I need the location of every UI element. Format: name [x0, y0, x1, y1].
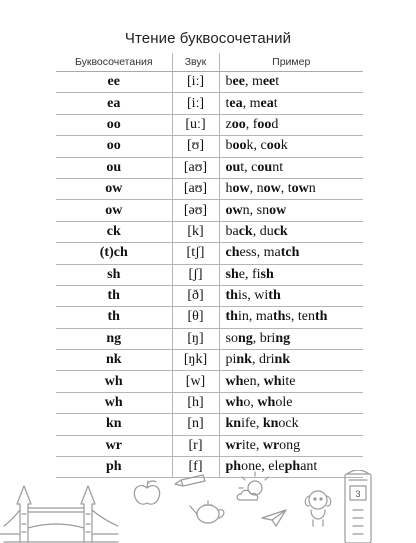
phonetic-sound: [ð] — [172, 285, 219, 306]
example-highlight: ow — [232, 181, 250, 197]
example-highlight: ch — [225, 245, 240, 261]
letter-combination: (t)ch — [56, 243, 172, 264]
example-text: e, fi — [238, 266, 261, 282]
phonetic-sound: [ŋ] — [172, 328, 219, 349]
table-row — [56, 285, 363, 306]
example-text: , m — [242, 95, 261, 111]
example-words — [219, 221, 363, 242]
letter-combination: ea — [56, 93, 172, 114]
example-words — [219, 350, 363, 371]
example-highlight: ph — [225, 459, 242, 475]
example-highlight: ee — [262, 74, 276, 90]
example-text: b — [225, 138, 233, 154]
table-row — [56, 136, 363, 157]
paper-plane-icon — [262, 510, 286, 526]
letter-combination: kn — [56, 414, 172, 435]
table-row — [56, 414, 363, 435]
example-highlight: wr — [262, 437, 280, 453]
example-highlight: ow — [263, 181, 281, 197]
example-text: z — [225, 116, 232, 132]
example-text: en, — [243, 373, 264, 389]
table-row — [56, 93, 363, 114]
letter-combination: ng — [56, 328, 172, 349]
example-words — [219, 93, 363, 114]
table-row — [56, 328, 363, 349]
example-highlight: wh — [225, 373, 244, 389]
phonetic-sound: [f] — [172, 457, 219, 478]
example-words — [219, 264, 363, 285]
example-text: ole — [275, 395, 293, 411]
example-text: t, c — [240, 159, 258, 175]
letter-combination: ow — [56, 200, 172, 221]
letter-combination: ph — [56, 457, 172, 478]
table-row — [56, 200, 363, 221]
example-highlight: sh — [225, 266, 239, 282]
letter-combination: wr — [56, 435, 172, 456]
example-highlight: ck — [238, 223, 253, 239]
example-highlight: oo — [257, 116, 272, 132]
phonetic-sound: [aʊ] — [172, 178, 219, 199]
example-highlight: ow — [291, 181, 309, 197]
example-highlight: ea — [260, 95, 274, 111]
letter-combination: oo — [56, 114, 172, 135]
example-words — [219, 72, 363, 93]
phonetic-sound: [θ] — [172, 307, 219, 328]
example-words — [219, 328, 363, 349]
example-highlight: sh — [260, 266, 274, 282]
example-highlight: ou — [225, 159, 241, 175]
example-words — [219, 414, 363, 435]
apple-icon — [134, 481, 159, 504]
example-highlight: wh — [263, 373, 282, 389]
decorative-illustrations — [0, 470, 416, 543]
letter-combination: sh — [56, 264, 172, 285]
example-words — [219, 200, 363, 221]
table-row — [56, 221, 363, 242]
example-highlight: ow — [225, 202, 243, 218]
example-words — [219, 178, 363, 199]
example-highlight: ck — [273, 223, 288, 239]
example-words — [219, 371, 363, 392]
example-text: t — [273, 95, 278, 111]
example-words — [219, 307, 363, 328]
phone-box-number: 3 — [355, 489, 361, 499]
example-text: so — [225, 330, 238, 346]
example-text: , bri — [252, 330, 276, 346]
example-highlight: th — [314, 309, 328, 325]
phonetic-sound: [w] — [172, 371, 219, 392]
example-highlight: oo — [266, 138, 281, 154]
table-row — [56, 435, 363, 456]
phonetic-sound: [iː] — [172, 93, 219, 114]
example-text: ba — [225, 223, 239, 239]
example-text: o, — [243, 395, 258, 411]
example-text: , m — [244, 74, 263, 90]
example-text: , f — [245, 116, 258, 132]
example-text: s, ten — [285, 309, 315, 325]
example-highlight: wh — [225, 395, 244, 411]
example-highlight: oo — [232, 138, 247, 154]
example-text: , n — [249, 181, 264, 197]
letter-combination: th — [56, 307, 172, 328]
example-words — [219, 114, 363, 135]
letter-combination: ee — [56, 72, 172, 93]
phonetic-sound: [r] — [172, 435, 219, 456]
table-row — [56, 371, 363, 392]
phonetic-sound: [əʊ] — [172, 200, 219, 221]
phonetic-sound: [aʊ] — [172, 157, 219, 178]
letter-combination: th — [56, 285, 172, 306]
letter-combination: ou — [56, 157, 172, 178]
table-header-row — [56, 53, 363, 72]
example-highlight: th — [225, 288, 238, 304]
letter-combination: wh — [56, 392, 172, 413]
example-highlight: tch — [280, 245, 300, 261]
letter-combination: nk — [56, 350, 172, 371]
example-words — [219, 435, 363, 456]
table-row — [56, 307, 363, 328]
letter-combination: ow — [56, 178, 172, 199]
example-text: ong — [279, 437, 301, 453]
example-highlight: wh — [257, 395, 276, 411]
example-highlight: kn — [262, 416, 279, 432]
example-text: d — [271, 116, 279, 132]
example-highlight: wr — [225, 437, 242, 453]
table-row — [56, 72, 363, 93]
letter-combination: oo — [56, 136, 172, 157]
example-highlight: ow — [269, 202, 287, 218]
example-text: ite, — [241, 437, 263, 453]
example-text: is, wi — [237, 288, 269, 304]
example-words — [219, 243, 363, 264]
tower-bridge-icon — [0, 486, 118, 542]
header-sound: Звук — [172, 53, 219, 72]
example-words — [219, 157, 363, 178]
table-row — [56, 392, 363, 413]
table-row — [56, 350, 363, 371]
example-text: , du — [252, 223, 274, 239]
example-highlight: th — [225, 309, 238, 325]
table-row — [56, 178, 363, 199]
letter-combination: wh — [56, 371, 172, 392]
page-title: Чтение буквосочетаний — [124, 30, 292, 47]
phonetic-sound: [k] — [172, 221, 219, 242]
sun-cloud-icon — [237, 472, 268, 500]
example-highlight: kn — [225, 416, 242, 432]
phonetic-sound: [uː] — [172, 114, 219, 135]
dog-icon — [305, 491, 331, 526]
example-text: , t — [280, 181, 292, 197]
example-highlight: th — [268, 288, 281, 304]
example-highlight: ph — [284, 459, 301, 475]
example-text: k, c — [246, 138, 267, 154]
example-text: ock — [278, 416, 299, 432]
example-highlight: ng — [275, 330, 291, 346]
phonetic-sound: [tʃ] — [172, 243, 219, 264]
example-text: ife, — [241, 416, 263, 432]
example-text: , dri — [251, 352, 275, 368]
phonetic-sound: [ŋk] — [172, 350, 219, 371]
table-row — [56, 114, 363, 135]
header-combinations: Буквосочетания — [56, 53, 172, 72]
example-highlight: nk — [236, 352, 252, 368]
example-text: n, sn — [242, 202, 270, 218]
table-row — [56, 264, 363, 285]
example-text: pi — [225, 352, 237, 368]
example-text: in, ma — [237, 309, 273, 325]
phonetic-sound: [n] — [172, 414, 219, 435]
example-highlight: ea — [229, 95, 243, 111]
example-text: n — [308, 181, 316, 197]
example-text: t — [275, 74, 280, 90]
example-highlight: ng — [237, 330, 253, 346]
example-text: t — [225, 95, 230, 111]
letter-combinations-table — [56, 53, 363, 478]
example-highlight: ou — [257, 159, 273, 175]
phonetic-sound: [iː] — [172, 72, 219, 93]
pencil-icon — [175, 475, 205, 486]
table-row — [56, 243, 363, 264]
example-highlight: nk — [274, 352, 291, 368]
phonetic-sound: [ʊ] — [172, 136, 219, 157]
example-highlight: th — [272, 309, 286, 325]
example-text: ite — [281, 373, 296, 389]
letter-combination: ck — [56, 221, 172, 242]
phonetic-sound: [h] — [172, 392, 219, 413]
example-text: ess, ma — [239, 245, 281, 261]
example-words — [219, 136, 363, 157]
example-text: h — [225, 181, 233, 197]
example-text: nt — [272, 159, 284, 175]
example-highlight: oo — [231, 116, 246, 132]
teapot-icon — [190, 501, 224, 523]
example-text: k — [280, 138, 288, 154]
header-example: Пример — [219, 53, 363, 72]
example-words — [219, 285, 363, 306]
example-highlight: ee — [232, 74, 245, 90]
phone-box-icon — [345, 470, 371, 543]
table-row — [56, 157, 363, 178]
example-text: ant — [300, 459, 318, 475]
phonetic-sound: [ʃ] — [172, 264, 219, 285]
example-words — [219, 392, 363, 413]
example-text: b — [225, 74, 233, 90]
example-text: one, ele — [241, 459, 285, 475]
